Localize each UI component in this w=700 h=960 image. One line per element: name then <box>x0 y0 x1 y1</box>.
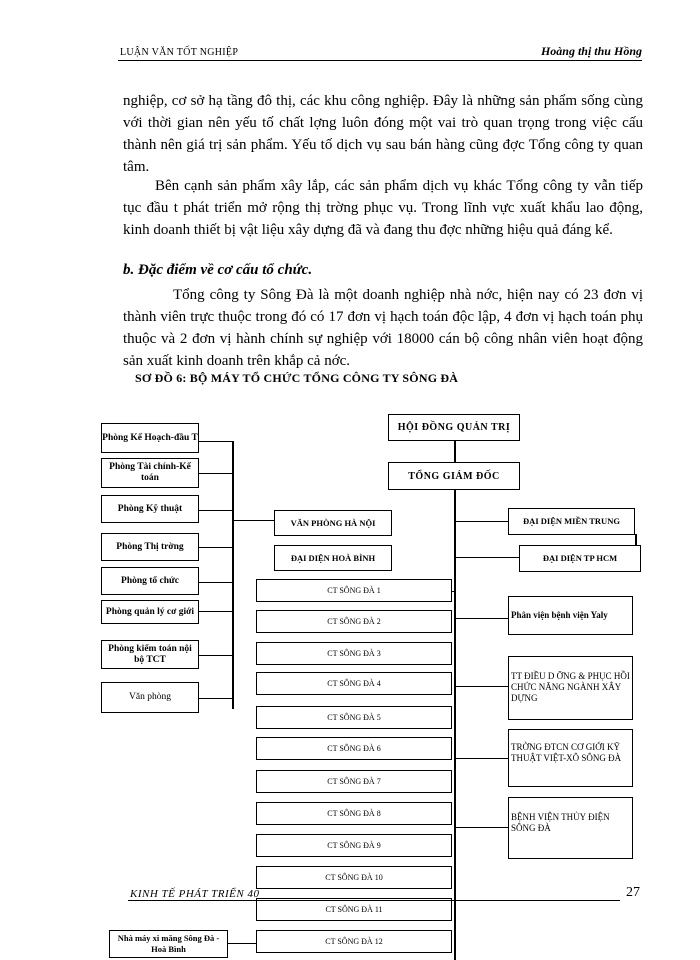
right-connector <box>455 557 520 558</box>
cement-plant-box: Nhà máy xi măng Sông Đà - Hoà Bình <box>109 930 228 958</box>
dept-connector <box>199 655 232 656</box>
ceo-box: TỔNG GIÁM ĐỐC <box>388 462 520 490</box>
right-unit-box: BỆNH VIỆN THỦY ĐIỆN SÔNG ĐÀ <box>508 797 633 859</box>
paragraph-1: nghiệp, cơ sở hạ tầng đô thị, các khu công nghiệp. Đây là những sản phẩm sống cùng với thời gian nên yếu tố chất lợng luôn đóng một vai trò quan trọng trong việc cấu thành nên giá trị sản phẩm. Yếu tố dịch vụ sau bán hàng cũng đợc Tổng công ty quan tâm. <box>123 93 643 175</box>
dept-box: Phòng Thị trờng <box>101 533 199 561</box>
dept-connector <box>199 441 232 442</box>
right-connector <box>455 618 508 619</box>
header-rule <box>118 60 642 61</box>
right-connector <box>455 827 508 828</box>
left-branch-connector <box>232 520 274 521</box>
company-box: CT SÔNG ĐÀ 9 <box>256 834 452 857</box>
main-vertical-line <box>454 441 456 960</box>
dept-connector <box>199 473 232 474</box>
company-box: CT SÔNG ĐÀ 8 <box>256 802 452 825</box>
right-unit-box: TRỜNG ĐTCN CƠ GIỚI KỸ THUẬT VIỆT-XÔ SÔNG ĐÀ <box>508 729 633 787</box>
dept-box: Phòng quản lý cơ giới <box>101 600 199 624</box>
left-spine-line <box>232 441 234 709</box>
company-box: CT SÔNG ĐÀ 1 <box>256 579 452 602</box>
dept-connector <box>199 698 232 699</box>
company-box: CT SÔNG ĐÀ 3 <box>256 642 452 665</box>
company-box: CT SÔNG ĐÀ 7 <box>256 770 452 793</box>
right-unit-box: Phân viện bệnh viện Yaly <box>508 596 633 635</box>
ct-connector <box>452 591 455 592</box>
footer-rule <box>128 900 620 901</box>
header-author: Hoàng thị thu Hồng <box>540 44 642 58</box>
office-mientrung-box: ĐẠI DIỆN MIỀN TRUNG <box>508 508 635 535</box>
dept-box: Phòng tổ chức <box>101 567 199 595</box>
dept-connector <box>199 582 232 583</box>
office-hoabinh-box: ĐẠI DIỆN HOÀ BÌNH <box>274 545 392 571</box>
company-box: CT SÔNG ĐÀ 11 <box>256 898 452 921</box>
header-title: LUẬN VĂN TỐT NGHIỆP <box>120 47 239 58</box>
company-box: CT SÔNG ĐÀ 12 <box>256 930 452 953</box>
diagram-caption: SƠ ĐỒ 6: BỘ MÁY TỔ CHỨC TỔNG CÔNG TY SÔNG ĐÀ <box>135 371 459 385</box>
dept-connector <box>199 547 232 548</box>
right-connector <box>455 758 508 759</box>
company-box: CT SÔNG ĐÀ 10 <box>256 866 452 889</box>
dept-connector <box>199 510 232 511</box>
company-box: CT SÔNG ĐÀ 4 <box>256 672 452 695</box>
right-unit-box: TT ĐIỀU D ỠNG & PHỤC HỒI CHỨC NĂNG NGÀNH XÂY DỰNG <box>508 656 633 720</box>
paragraph-3: Tổng công ty Sông Đà là một doanh nghiệp nhà nớc, hiện nay có 23 đơn vị thành viên trực thuộc trong đó có 17 đơn vị hạch toán độc lập, 4 đơn vị hạch toán phụ thuộc và 2 đơn vị hành chính sự nghiệp với 18000 cán bộ công nhân viên hoạt động sản xuất kinh doanh trên khắp cả nớc. <box>123 287 643 369</box>
office-hcm-box: ĐẠI DIỆN TP HCM <box>519 545 641 572</box>
paragraph-2: Bên cạnh sản phẩm xây lắp, các sản phẩm dịch vụ khác Tổng công ty vẫn tiếp tục đầu t phát triển mở rộng thị trờng phục vụ. Trong lĩnh vực xuất khẩu lao động, kinh doanh thiết bị vật liệu xây dựng đã và đang thu đợc những hiệu quả đáng kể. <box>123 178 643 238</box>
office-hanoi-box: VĂN PHÒNG HÀ NỘI <box>274 510 392 536</box>
dept-box: Văn phòng <box>101 682 199 713</box>
footer-title: KINH TẾ PHÁT TRIỂN 40 <box>130 888 260 900</box>
page-number: 27 <box>626 885 640 900</box>
section-heading-b: b. Đặc điểm về cơ cấu tổ chức. <box>123 262 313 278</box>
right-connector <box>455 686 508 687</box>
company-box: CT SÔNG ĐÀ 5 <box>256 706 452 729</box>
dept-box: Phòng Kế Hoạch-đầu T <box>101 423 199 453</box>
dept-box: Phòng kiểm toán nội bộ TCT <box>101 640 199 669</box>
dept-box: Phòng Tài chính-Kế toán <box>101 458 199 488</box>
dept-box: Phòng Kỹ thuật <box>101 495 199 523</box>
company-box: CT SÔNG ĐÀ 2 <box>256 610 452 633</box>
right-connector <box>455 521 508 522</box>
cement-connector <box>228 943 256 944</box>
dept-connector <box>199 611 232 612</box>
board-box: HỘI ĐỒNG QUẢN TRỊ <box>388 414 520 441</box>
company-box: CT SÔNG ĐÀ 6 <box>256 737 452 760</box>
